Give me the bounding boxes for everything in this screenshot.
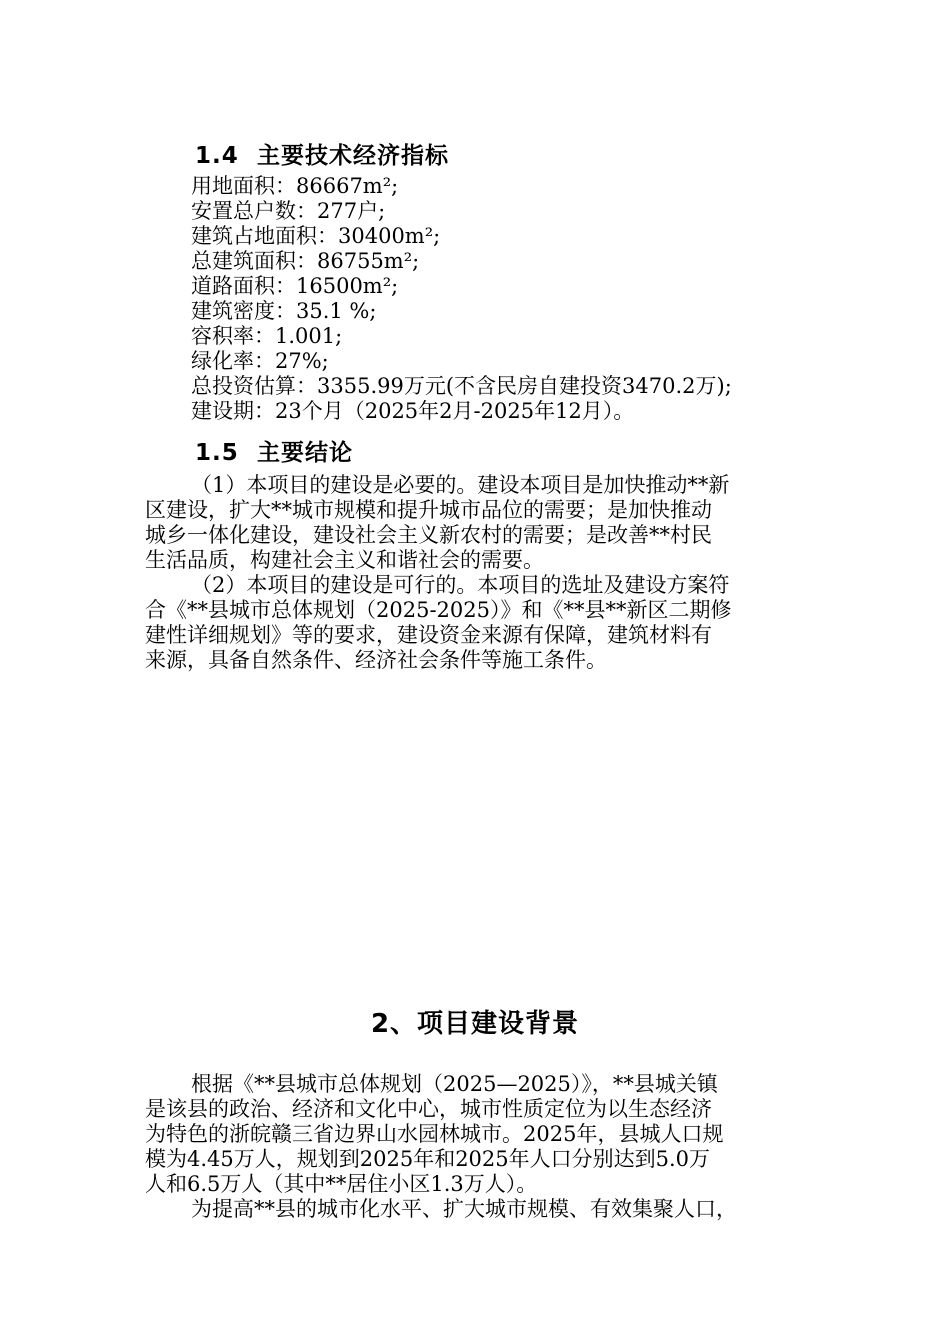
paragraph-line: 城乡一体化建设，建设社会主义新农村的需要；是改善**村民 bbox=[145, 523, 712, 547]
paragraph-line: 合《**县城市总体规划（2025-2025）》和《**县**新区二期修 bbox=[145, 598, 732, 622]
indicator-item: 建设期：23个月（2025年2月-2025年12月）。 bbox=[191, 399, 635, 423]
paragraph-line: （2）本项目的建设是可行的。本项目的选址及建设方案符 bbox=[191, 573, 730, 597]
indicator-item: 建筑密度：35.1 %; bbox=[191, 299, 377, 323]
paragraph-line: 来源，具备自然条件、经济社会条件等施工条件。 bbox=[145, 648, 607, 672]
paragraph-line: 人和6.5万人（其中**居住小区1.3万人）。 bbox=[145, 1172, 538, 1196]
indicator-item: 总建筑面积：86755m²; bbox=[191, 249, 420, 273]
indicator-item: 建筑占地面积：30400m²; bbox=[191, 224, 441, 248]
paragraph-line: （1）本项目的建设是必要的。建设本项目是加快推动**新 bbox=[191, 473, 730, 497]
indicator-item: 用地面积：86667m²; bbox=[191, 174, 399, 198]
section-number: 1.5 bbox=[195, 440, 239, 466]
paragraph-line: 根据《**县城市总体规划（2025—2025）》，**县城关镇 bbox=[191, 1072, 718, 1096]
section-heading-1-5 bbox=[195, 434, 353, 467]
paragraph-line: 建性详细规划》等的要求，建设资金来源有保障，建筑材料有 bbox=[145, 623, 712, 647]
indicator-item: 容积率：1.001; bbox=[191, 324, 343, 348]
section-number: 1.4 bbox=[195, 143, 239, 169]
indicator-item: 道路面积：16500m²; bbox=[191, 274, 399, 298]
chapter-title: 2、项目建设背景 bbox=[370, 1009, 580, 1039]
paragraph-line: 为提高**县的城市化水平、扩大城市规模、有效集聚人口， bbox=[191, 1197, 737, 1221]
indicator-item: 总投资估算：3355.99万元(不含民房自建投资3470.2万); bbox=[191, 374, 732, 398]
section-heading-1-4 bbox=[195, 137, 449, 170]
paragraph-line: 为特色的浙皖赣三省边界山水园林城市。2025年，县城人口规 bbox=[145, 1122, 724, 1146]
indicator-item: 绿化率：27%; bbox=[191, 349, 329, 373]
paragraph-line: 是该县的政治、经济和文化中心，城市性质定位为以生态经济 bbox=[145, 1097, 712, 1121]
section-title: 主要结论 bbox=[257, 440, 353, 466]
paragraph-line: 生活品质，构建社会主义和谐社会的需要。 bbox=[145, 548, 544, 572]
paragraph-line: 模为4.45万人，规划到2025年和2025年人口分别达到5.0万 bbox=[145, 1147, 711, 1171]
paragraph-line: 区建设，扩大**城市规模和提升城市品位的需要；是加快推动 bbox=[145, 498, 712, 522]
indicator-item: 安置总户数：277户; bbox=[191, 199, 386, 223]
section-title: 主要技术经济指标 bbox=[257, 143, 449, 169]
